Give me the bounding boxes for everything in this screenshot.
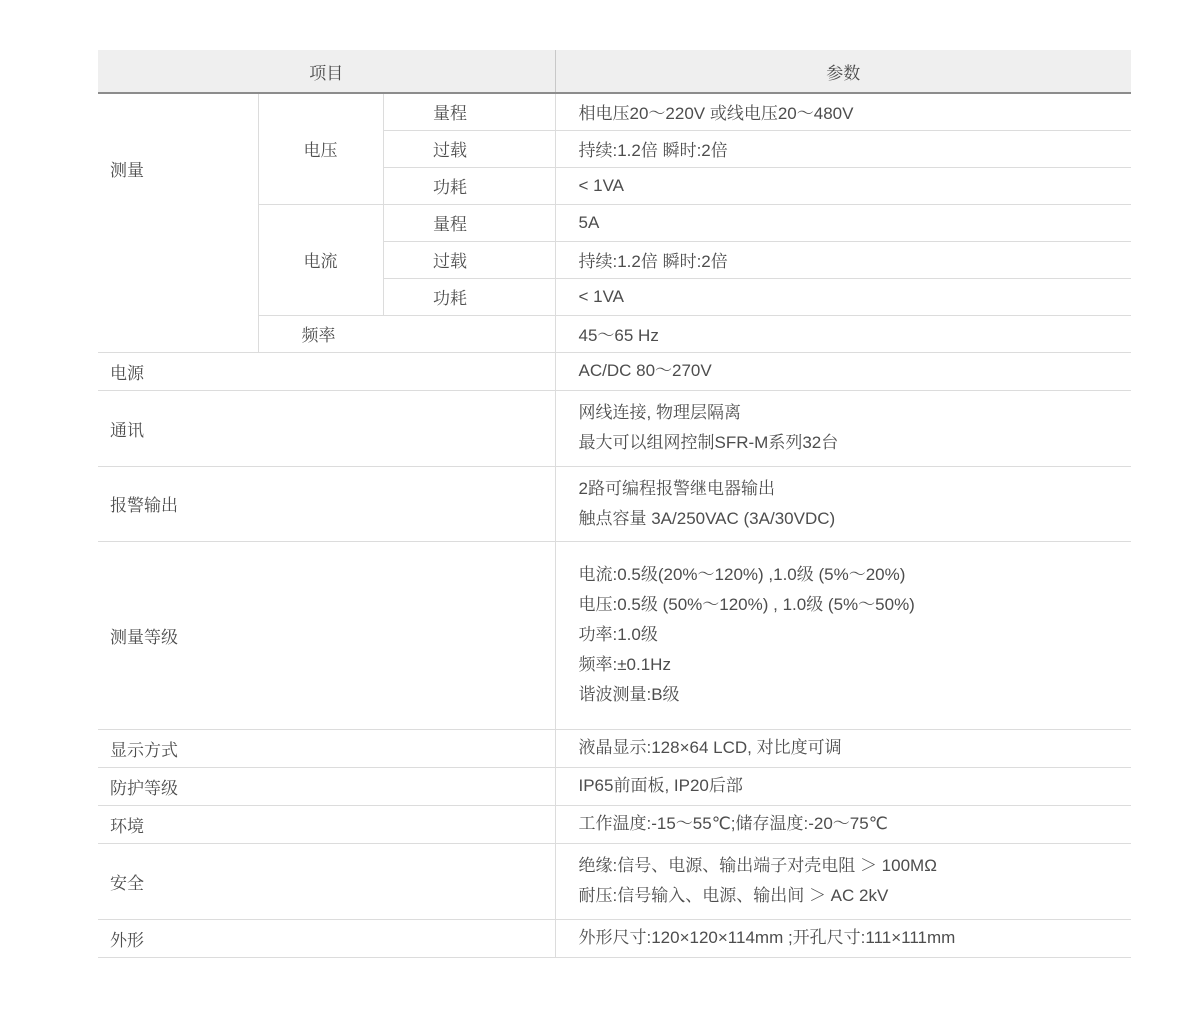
value-line: 2路可编程报警继电器输出 — [578, 478, 775, 498]
row-value — [555, 352, 1131, 390]
value-line: AC/DC 80～270V — [578, 361, 712, 380]
row-value: 45～65 Hz — [555, 315, 1131, 352]
row-value — [555, 805, 1131, 843]
row-label: 环境 — [98, 805, 555, 843]
table-row — [98, 919, 1131, 957]
table-row — [98, 843, 1131, 919]
table-row — [98, 352, 1131, 390]
spec-table — [98, 50, 1131, 958]
sub-label: 过载 — [383, 241, 555, 278]
header-param: 参数 — [555, 50, 1131, 93]
value-line: 耐压:信号输入、电源、输出间 ＞ AC 2kV — [578, 886, 889, 905]
value-line: 电压:0.5级 (50%～120%) , 1.0级 (5%～50%) — [578, 595, 915, 614]
sub-label: 功耗 — [383, 167, 555, 204]
value-line: 液晶显示:128×64 LCD, 对比度可调 — [578, 738, 842, 757]
row-label: 测量等级 — [98, 541, 555, 729]
table-header-row — [98, 50, 1131, 93]
row-value: 持续:1.2倍 瞬时:2倍 — [555, 241, 1131, 278]
value-line: 工作温度:-15～55℃;储存温度:-20～75℃ — [578, 814, 888, 833]
row-label: 报警输出 — [98, 466, 555, 541]
table-row — [98, 466, 1131, 541]
row-value — [555, 466, 1131, 541]
row-value: < 1VA — [555, 167, 1131, 204]
frequency-label: 频率 — [258, 315, 555, 352]
measurement-label: 测量 — [98, 93, 258, 352]
row-value: 相电压20～220V 或线电压20～480V — [555, 93, 1131, 130]
sub-label: 过载 — [383, 130, 555, 167]
row-value — [555, 729, 1131, 767]
sub-label: 功耗 — [383, 278, 555, 315]
value-line: 频率:±0.1Hz — [578, 655, 671, 674]
voltage-group-label: 电压 — [258, 93, 383, 204]
value-line: IP65前面板, IP20后部 — [578, 776, 743, 795]
table-row — [98, 805, 1131, 843]
row-label: 外形 — [98, 919, 555, 957]
row-value: 5A — [555, 204, 1131, 241]
value-line: 电流:0.5级(20%～120%) ,1.0级 (5%～20%) — [578, 565, 906, 584]
row-label: 显示方式 — [98, 729, 555, 767]
value-line: 外形尺寸:120×120×114mm ;开孔尺寸:111×111mm — [578, 928, 956, 947]
value-line: 功率:1.0级 — [578, 625, 658, 644]
row-label: 电源 — [98, 352, 555, 390]
row-value — [555, 919, 1131, 957]
value-line: 谐波测量:B级 — [578, 685, 680, 704]
row-value — [555, 843, 1131, 919]
table-row — [98, 767, 1131, 805]
value-line: 最大可以组网控制SFR-M系列32台 — [578, 433, 839, 452]
row-label: 安全 — [98, 843, 555, 919]
table-row — [98, 729, 1131, 767]
sub-label: 量程 — [383, 93, 555, 130]
row-value: < 1VA — [555, 278, 1131, 315]
value-line: 网线连接, 物理层隔离 — [578, 403, 741, 422]
row-label: 防护等级 — [98, 767, 555, 805]
table-row — [98, 93, 1131, 130]
table-row — [98, 541, 1131, 729]
row-value — [555, 541, 1131, 729]
header-item: 项目 — [98, 50, 555, 93]
current-group-label: 电流 — [258, 204, 383, 315]
table-row — [98, 390, 1131, 466]
row-value — [555, 767, 1131, 805]
sub-label: 量程 — [383, 204, 555, 241]
row-value — [555, 390, 1131, 466]
row-value: 持续:1.2倍 瞬时:2倍 — [555, 130, 1131, 167]
value-line: 触点容量 3A/250VAC (3A/30VDC) — [578, 508, 836, 528]
value-line: 绝缘:信号、电源、输出端子对壳电阻 ＞ 100MΩ — [578, 856, 937, 875]
row-label: 通讯 — [98, 390, 555, 466]
